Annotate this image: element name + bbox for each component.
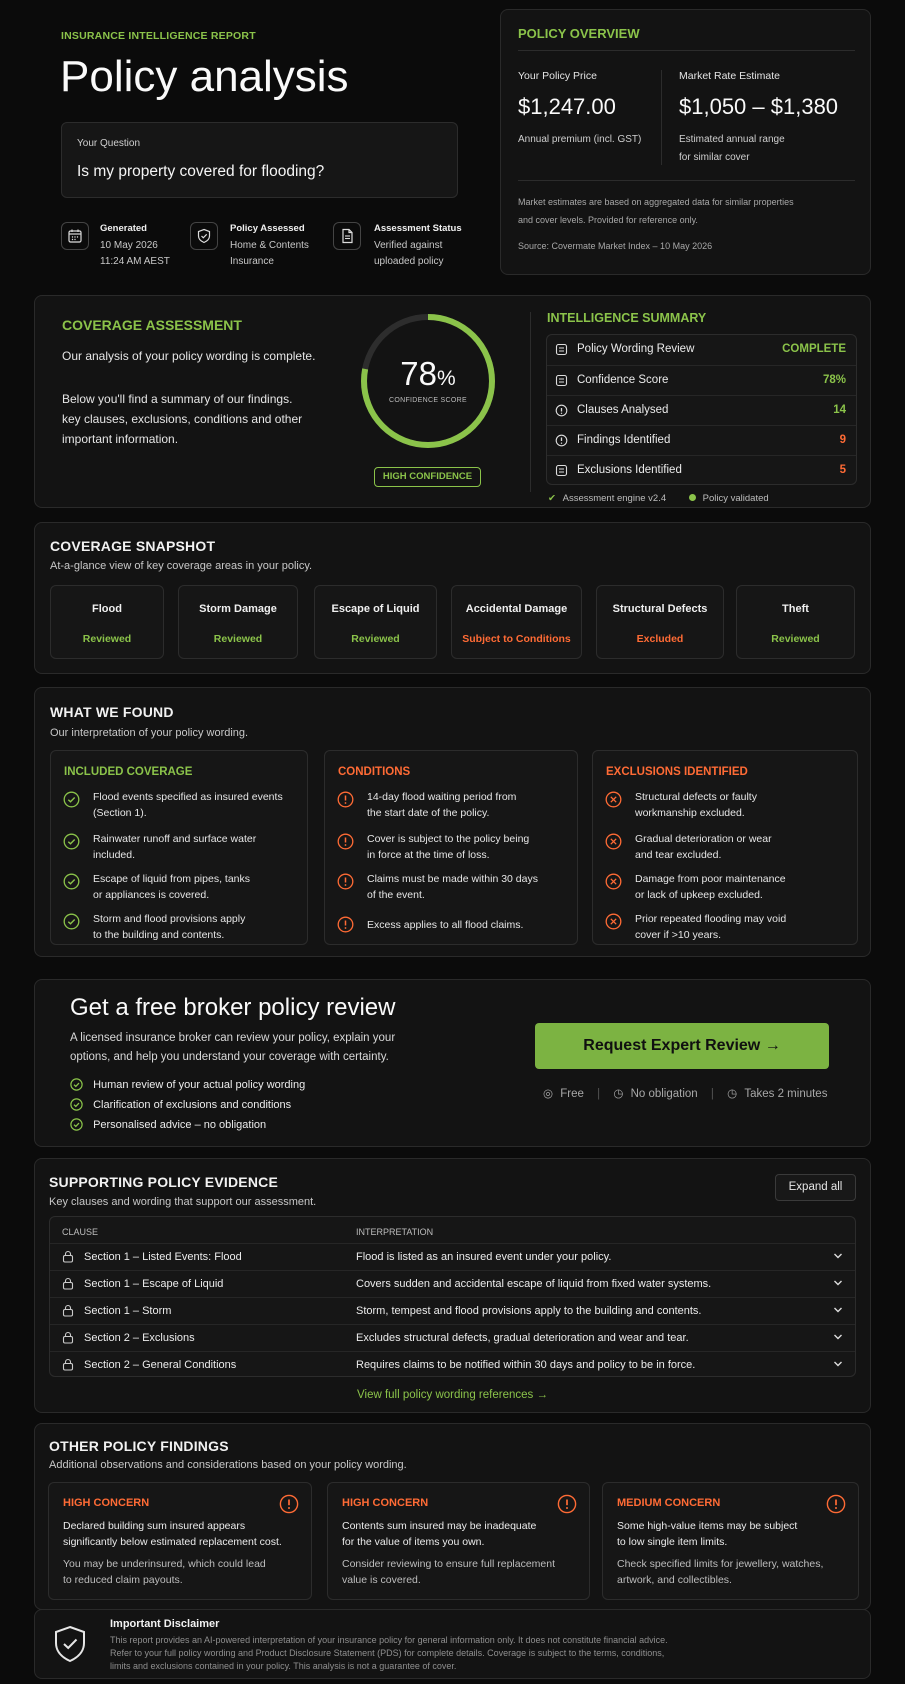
broker-bullet bbox=[70, 1098, 291, 1111]
summary-label: Clauses Analysed bbox=[577, 404, 669, 416]
check-circle-icon bbox=[63, 873, 80, 890]
meta-line: 10 May 2026 bbox=[100, 240, 158, 251]
exclusion-item bbox=[605, 831, 847, 863]
check-circle-icon bbox=[70, 1118, 83, 1131]
meta-label: Policy Assessed bbox=[230, 223, 305, 234]
meta-label: Assessment Status bbox=[374, 223, 462, 234]
summary-value: COMPLETE bbox=[782, 343, 846, 355]
policy-overview-card bbox=[500, 9, 871, 275]
condition-item bbox=[337, 831, 567, 863]
snapshot-name: Accidental Damage bbox=[465, 603, 568, 615]
summary-line: Some high-value items may be subject bbox=[617, 1520, 798, 1532]
snapshot-name: Structural Defects bbox=[612, 603, 708, 615]
column-header-interpretation: INTERPRETATION bbox=[356, 1227, 434, 1237]
summary-value: 5 bbox=[839, 464, 846, 476]
snapshot-name: Theft bbox=[782, 603, 809, 615]
summary-label: Confidence Score bbox=[577, 374, 669, 386]
x-circle-icon bbox=[605, 873, 622, 890]
item-line: Flood events specified as insured events bbox=[93, 791, 283, 803]
info-icon bbox=[555, 404, 568, 417]
snapshot-status: Reviewed bbox=[771, 633, 820, 645]
disclaimer-card bbox=[34, 1609, 871, 1679]
overview-footnote: Market estimates are based on aggregated data for similar properties bbox=[518, 197, 794, 207]
conditions-title: CONDITIONS bbox=[338, 766, 411, 778]
table-row[interactable] bbox=[50, 1324, 855, 1351]
item-line: Storm and flood provisions apply bbox=[93, 913, 246, 925]
condition-item bbox=[337, 789, 567, 821]
summary-line: for the value of items you own. bbox=[342, 1536, 485, 1548]
lock-icon bbox=[62, 1250, 74, 1263]
tag-no-obligation: No obligation bbox=[630, 1088, 698, 1100]
item-line: the start date of the policy. bbox=[367, 807, 490, 819]
evidence-title: SUPPORTING POLICY EVIDENCE bbox=[49, 1174, 278, 1190]
broker-desc: options, and help you understand your coverage with certainty. bbox=[70, 1051, 389, 1063]
lock-icon bbox=[62, 1277, 74, 1290]
tag-separator: | bbox=[597, 1088, 601, 1100]
snapshot-structural-defects[interactable] bbox=[596, 585, 724, 659]
clause-interpretation: Storm, tempest and flood provisions apply to the building and contents. bbox=[356, 1305, 702, 1317]
question-text: Is my property covered for flooding? bbox=[77, 163, 325, 180]
concern-summary bbox=[617, 1518, 847, 1550]
overview-footnote: and cover levels. Provided for reference only. bbox=[518, 215, 698, 225]
document-icon bbox=[333, 222, 361, 250]
validated-text: Policy validated bbox=[702, 493, 769, 504]
lock-icon bbox=[62, 1358, 74, 1371]
check-circle-icon bbox=[70, 1098, 83, 1111]
check-circle-icon bbox=[63, 913, 80, 930]
snapshot-status: Reviewed bbox=[351, 633, 400, 645]
item-line: or appliances is covered. bbox=[93, 889, 210, 901]
concern-detail bbox=[342, 1556, 577, 1588]
confidence-percent-sign: % bbox=[437, 367, 456, 390]
lock-icon bbox=[62, 1331, 74, 1344]
clause-name: Section 1 – Escape of Liquid bbox=[84, 1278, 224, 1290]
alert-circle-icon bbox=[337, 833, 354, 850]
chevron-down-icon[interactable] bbox=[833, 1279, 843, 1287]
checklist-icon bbox=[555, 343, 568, 356]
price-note: Annual premium (incl. GST) bbox=[518, 134, 642, 145]
chevron-down-icon[interactable] bbox=[833, 1306, 843, 1314]
confidence-gauge bbox=[359, 312, 497, 450]
summary-row bbox=[547, 425, 856, 455]
coverage-assessment-card bbox=[34, 295, 871, 508]
concern-level: HIGH CONCERN bbox=[63, 1497, 150, 1509]
expand-all-button[interactable]: Expand all bbox=[775, 1174, 856, 1201]
detail-line: value is covered. bbox=[342, 1574, 421, 1586]
summary-value: 78% bbox=[822, 374, 846, 386]
assessment-text: Below you'll find a summary of our findings. bbox=[62, 392, 293, 406]
question-box bbox=[61, 122, 458, 198]
chevron-down-icon[interactable] bbox=[833, 1252, 843, 1260]
target-icon: ◎ bbox=[543, 1088, 554, 1100]
clause-name: Section 1 – Storm bbox=[84, 1305, 172, 1317]
divider bbox=[518, 180, 855, 181]
snapshot-accidental-damage[interactable] bbox=[451, 585, 582, 659]
x-circle-icon bbox=[605, 791, 622, 808]
summary-line: Contents sum insured may be inadequate bbox=[342, 1520, 537, 1532]
broker-bullet bbox=[70, 1118, 266, 1131]
status-dot-icon bbox=[689, 494, 696, 501]
overview-source: Source: Covermate Market Index – 10 May 2026 bbox=[518, 241, 713, 251]
condition-item bbox=[337, 871, 567, 903]
summary-label: Exclusions Identified bbox=[577, 464, 682, 476]
snapshot-theft[interactable] bbox=[736, 585, 855, 659]
snapshot-status: Subject to Conditions bbox=[462, 633, 571, 645]
calendar-icon bbox=[61, 222, 89, 250]
alert-circle-icon bbox=[337, 873, 354, 890]
summary-line: Declared building sum insured appears bbox=[63, 1520, 246, 1532]
detail-line: You may be underinsured, which could lead bbox=[63, 1558, 266, 1570]
market-rate: $1,050 – $1,380 bbox=[679, 94, 839, 119]
snapshot-escape-of-liquid[interactable] bbox=[314, 585, 437, 659]
view-full-wording-link[interactable]: View full policy wording references → bbox=[357, 1389, 548, 1401]
clause-interpretation: Covers sudden and accidental escape of liquid from fixed water systems. bbox=[356, 1278, 712, 1290]
item-line: of the event. bbox=[367, 889, 425, 901]
x-circle-icon bbox=[605, 833, 622, 850]
clause-interpretation: Flood is listed as an insured event under your policy. bbox=[356, 1251, 612, 1263]
assessment-text: Our analysis of your policy wording is complete. bbox=[62, 349, 316, 363]
x-circle-icon bbox=[605, 913, 622, 930]
detail-line: to reduced claim payouts. bbox=[63, 1574, 183, 1586]
meta-label: Generated bbox=[100, 223, 147, 234]
vertical-divider bbox=[661, 70, 662, 165]
summary-label: Policy Wording Review bbox=[577, 343, 695, 355]
found-subtitle: Our interpretation of your policy wording. bbox=[50, 727, 249, 739]
concern-card bbox=[327, 1482, 590, 1600]
confidence-value: 78 bbox=[400, 355, 438, 392]
column-header-clause: CLAUSE bbox=[62, 1227, 99, 1237]
condition-item bbox=[337, 917, 567, 933]
exclusions-title: EXCLUSIONS IDENTIFIED bbox=[606, 766, 748, 778]
item-line: workmanship excluded. bbox=[635, 807, 745, 819]
disclaimer-text: Refer to your full policy wording and Product Disclosure Statement (PDS) for complete details. Coverage is subject to the terms, conditions, bbox=[110, 1648, 665, 1658]
summary-line: to low single item limits. bbox=[617, 1536, 728, 1548]
snapshot-status: Reviewed bbox=[82, 633, 132, 645]
summary-row bbox=[547, 365, 856, 395]
alert-circle-icon bbox=[279, 1494, 299, 1514]
divider bbox=[518, 50, 855, 51]
coverage-snapshot-card bbox=[34, 522, 871, 674]
concern-level: MEDIUM CONCERN bbox=[617, 1497, 721, 1509]
snapshot-flood[interactable] bbox=[50, 585, 164, 659]
checklist-icon bbox=[555, 464, 568, 477]
item-line: in force at the time of loss. bbox=[367, 849, 490, 861]
request-expert-review-button[interactable]: Request Expert Review → bbox=[535, 1023, 829, 1069]
alert-circle-icon bbox=[826, 1494, 846, 1514]
shield-icon bbox=[190, 222, 218, 250]
assessment-text: key clauses, exclusions, conditions and other bbox=[62, 412, 303, 426]
cta-tags bbox=[543, 1086, 843, 1100]
included-coverage-panel bbox=[50, 750, 308, 945]
market-note: Estimated annual range bbox=[679, 134, 785, 145]
item-line: cover if >10 years. bbox=[635, 929, 722, 941]
snapshot-status: Reviewed bbox=[213, 633, 263, 645]
other-findings-card bbox=[34, 1423, 871, 1610]
assessment-text: important information. bbox=[62, 432, 179, 446]
confidence-badge: HIGH CONFIDENCE bbox=[374, 467, 481, 487]
snapshot-name: Flood bbox=[92, 603, 122, 615]
clock-icon: ◷ bbox=[613, 1088, 624, 1100]
lock-icon bbox=[62, 1304, 74, 1317]
summary-label: Findings Identified bbox=[577, 434, 671, 446]
detail-line: Consider reviewing to ensure full replacement bbox=[342, 1558, 556, 1570]
meta-line: uploaded policy bbox=[374, 256, 444, 267]
summary-row bbox=[547, 335, 856, 365]
bullet-text: Human review of your actual policy wording bbox=[93, 1079, 306, 1091]
included-item bbox=[63, 789, 297, 821]
concern-level: HIGH CONCERN bbox=[342, 1497, 429, 1509]
concern-detail bbox=[617, 1556, 852, 1588]
summary-value: 14 bbox=[833, 404, 846, 416]
meta-line: 11:24 AM AEST bbox=[100, 256, 170, 267]
item-line: (Section 1). bbox=[93, 807, 147, 819]
found-title: WHAT WE FOUND bbox=[50, 704, 174, 720]
item-line: Escape of liquid from pipes, tanks bbox=[93, 873, 250, 885]
page-title: Policy analysis bbox=[60, 52, 349, 101]
bullet-text: Clarification of exclusions and conditions bbox=[93, 1099, 292, 1111]
broker-review-card bbox=[34, 979, 871, 1147]
included-item bbox=[63, 911, 297, 943]
market-note: for similar cover bbox=[679, 152, 750, 163]
summary-title: INTELLIGENCE SUMMARY bbox=[547, 311, 707, 325]
snapshot-status: Excluded bbox=[636, 633, 684, 645]
meta-line: Home & Contents bbox=[230, 240, 309, 251]
table-row[interactable] bbox=[50, 1351, 855, 1378]
supporting-evidence-card bbox=[34, 1158, 871, 1413]
summary-table bbox=[546, 334, 857, 485]
summary-row bbox=[547, 455, 856, 485]
clause-name: Section 1 – Listed Events: Flood bbox=[84, 1251, 242, 1263]
check-icon: ✔ bbox=[548, 493, 556, 504]
conditions-panel bbox=[324, 750, 578, 945]
report-eyebrow: INSURANCE INTELLIGENCE REPORT bbox=[61, 30, 256, 42]
concern-card bbox=[48, 1482, 312, 1600]
alert-icon bbox=[555, 434, 568, 447]
item-line: Cover is subject to the policy being bbox=[367, 833, 530, 845]
meta-generated bbox=[61, 222, 186, 272]
meta-line: Verified against bbox=[374, 240, 443, 251]
disclaimer-text: This report provides an AI-powered interpretation of your insurance policy for general information only. It does not constitute financial advice. bbox=[110, 1635, 668, 1645]
detail-line: Check specified limits for jewellery, watches, bbox=[617, 1558, 824, 1570]
summary-value: 9 bbox=[839, 434, 846, 446]
check-circle-icon bbox=[63, 791, 80, 808]
item-line: Gradual deterioration or wear bbox=[635, 833, 772, 845]
exclusion-item bbox=[605, 911, 847, 943]
meta-status bbox=[333, 222, 468, 272]
table-row[interactable] bbox=[50, 1243, 855, 1270]
evidence-subtitle: Key clauses and wording that support our assessment. bbox=[49, 1196, 317, 1208]
snapshot-storm-damage[interactable] bbox=[178, 585, 298, 659]
snapshot-subtitle: At-a-glance view of key coverage areas in your policy. bbox=[50, 560, 313, 572]
item-line: Rainwater runoff and surface water bbox=[93, 833, 257, 845]
included-item bbox=[63, 831, 297, 863]
table-row[interactable] bbox=[50, 1270, 855, 1297]
clause-interpretation: Excludes structural defects, gradual deterioration and wear and tear. bbox=[356, 1332, 689, 1344]
check-circle-icon bbox=[70, 1078, 83, 1091]
snapshot-name: Storm Damage bbox=[199, 603, 277, 615]
meta-line: Insurance bbox=[230, 256, 274, 267]
chevron-down-icon[interactable] bbox=[833, 1333, 843, 1341]
exclusions-panel bbox=[592, 750, 858, 945]
detail-line: artwork, and collectibles. bbox=[617, 1574, 732, 1586]
assessment-title: COVERAGE ASSESSMENT bbox=[62, 317, 242, 333]
included-title: INCLUDED COVERAGE bbox=[64, 766, 193, 778]
concern-summary bbox=[63, 1518, 293, 1550]
question-label: Your Question bbox=[77, 138, 141, 149]
concern-detail bbox=[63, 1556, 298, 1588]
timer-icon: ◷ bbox=[727, 1088, 738, 1100]
broker-bullet bbox=[70, 1078, 305, 1091]
shield-check-icon bbox=[53, 1625, 87, 1663]
table-row[interactable] bbox=[50, 1297, 855, 1324]
item-line: included. bbox=[93, 849, 136, 861]
exclusion-item bbox=[605, 789, 847, 821]
snapshot-title: COVERAGE SNAPSHOT bbox=[50, 538, 216, 554]
disclaimer-text: limits and exclusions contained in your policy. This analysis is not a guarantee of cover. bbox=[110, 1661, 457, 1671]
tag-separator: | bbox=[710, 1088, 714, 1100]
broker-desc: A licensed insurance broker can review your policy, explain your bbox=[70, 1032, 396, 1044]
policy-price: $1,247.00 bbox=[518, 94, 616, 119]
exclusion-item bbox=[605, 871, 847, 903]
other-title: OTHER POLICY FINDINGS bbox=[49, 1438, 229, 1454]
what-we-found-card bbox=[34, 687, 871, 957]
concern-card bbox=[602, 1482, 859, 1600]
item-line: Excess applies to all flood claims. bbox=[367, 919, 524, 931]
item-line: Structural defects or faulty bbox=[635, 791, 757, 803]
item-line: to the building and contents. bbox=[93, 929, 225, 941]
engine-version: Assessment engine v2.4 bbox=[562, 493, 667, 504]
engine-status bbox=[548, 493, 666, 504]
item-line: Claims must be made within 30 days bbox=[367, 873, 538, 885]
other-subtitle: Additional observations and considerations based on your policy wording. bbox=[49, 1459, 407, 1471]
summary-line: significantly below estimated replacement cost. bbox=[63, 1536, 282, 1548]
broker-title: Get a free broker policy review bbox=[70, 994, 396, 1021]
clause-name: Section 2 – General Conditions bbox=[84, 1359, 237, 1371]
meta-policy bbox=[190, 222, 325, 272]
item-line: or lack of upkeep excluded. bbox=[635, 889, 763, 901]
disclaimer-title: Important Disclaimer bbox=[110, 1618, 220, 1630]
alert-circle-icon bbox=[557, 1494, 577, 1514]
tag-free: Free bbox=[560, 1088, 584, 1100]
concern-summary bbox=[342, 1518, 572, 1550]
item-line: and tear excluded. bbox=[635, 849, 722, 861]
snapshot-name: Escape of Liquid bbox=[331, 603, 420, 615]
chevron-down-icon[interactable] bbox=[833, 1360, 843, 1368]
alert-circle-icon bbox=[337, 916, 354, 933]
item-line: 14-day flood waiting period from bbox=[367, 791, 517, 803]
price-label: Your Policy Price bbox=[518, 70, 597, 82]
overview-title: POLICY OVERVIEW bbox=[518, 26, 640, 41]
item-line: Prior repeated flooding may void bbox=[635, 913, 787, 925]
bullet-text: Personalised advice – no obligation bbox=[93, 1119, 267, 1131]
validated-status bbox=[689, 493, 769, 504]
market-label: Market Rate Estimate bbox=[679, 70, 780, 82]
evidence-table bbox=[49, 1216, 856, 1377]
checklist-icon bbox=[555, 374, 568, 387]
clause-name: Section 2 – Exclusions bbox=[84, 1332, 195, 1344]
check-circle-icon bbox=[63, 833, 80, 850]
clause-interpretation: Requires claims to be notified within 30 days and policy to be in force. bbox=[356, 1359, 696, 1371]
tag-time: Takes 2 minutes bbox=[744, 1088, 828, 1100]
included-item bbox=[63, 871, 297, 903]
confidence-label: CONFIDENCE SCORE bbox=[389, 397, 467, 404]
item-line: Damage from poor maintenance bbox=[635, 873, 786, 885]
vertical-divider bbox=[530, 312, 531, 492]
summary-row bbox=[547, 395, 856, 425]
alert-circle-icon bbox=[337, 791, 354, 808]
